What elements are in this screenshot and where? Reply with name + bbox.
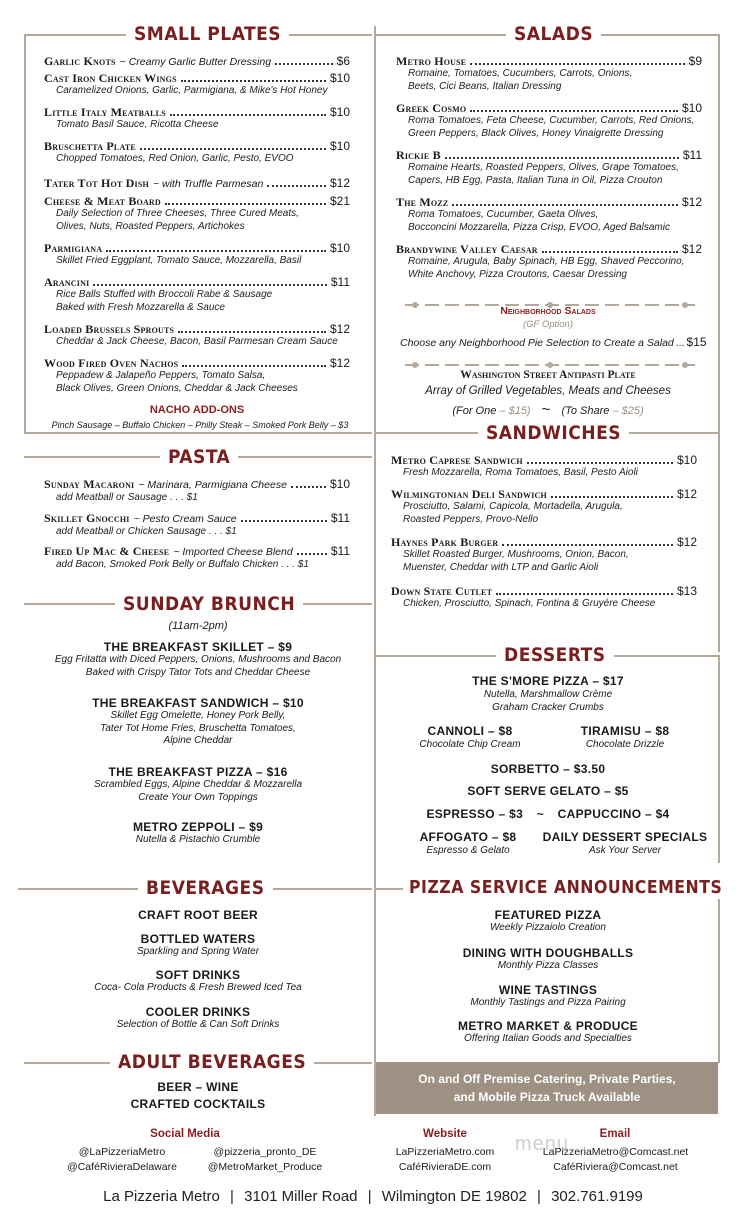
menu-item xyxy=(396,55,702,93)
menu-item-desc: Tomato Basil Sauce, Ricotta Cheese xyxy=(56,119,219,130)
menu-item-desc: Skillet Fried Eggplant, Tomato Sauce, Mozzarella, Basil xyxy=(56,255,302,266)
social-col-2 xyxy=(200,1145,330,1175)
menu-item-desc: Roma Tomatoes, Cucumber, Gaeta Olives, xyxy=(408,209,599,220)
menu-block-title: COOLER DRINKS xyxy=(145,1005,251,1019)
menu-block xyxy=(24,908,372,922)
catering-banner xyxy=(376,1062,718,1114)
neighborhood-salads-gf: (GF Option) xyxy=(523,319,573,330)
menu-block-desc: Egg Fritatta with Diced Peppers, Onions, Mushrooms and Bacon xyxy=(54,654,342,665)
menu-item-name: Arancini xyxy=(44,275,90,289)
menu-item-name: Loaded Brussels Sprouts xyxy=(44,322,175,336)
desserts-title: DESSERTS xyxy=(496,644,614,666)
social-handle-1[interactable]: @LaPizzeriaMetro xyxy=(78,1146,166,1158)
menu-block-desc: Offering Italian Goods and Specialties xyxy=(464,1033,632,1044)
menu-block xyxy=(380,1019,716,1046)
smore-title: THE S'MORE PIZZA – $17 xyxy=(472,674,624,688)
menu-item-name: Cheese & Meat Board xyxy=(44,194,161,208)
menu-item-desc: Capers, HB Egg, Pasta, Italian Tuna in Oil, Pizza Crouton xyxy=(408,174,663,186)
dot-leader xyxy=(267,185,326,187)
menu-item-row xyxy=(44,72,350,85)
menu-item-name: Skillet Gnocchi xyxy=(44,511,130,525)
dot-leader xyxy=(445,157,679,159)
menu-item xyxy=(391,585,697,611)
menu-item-name: Down State Cutlet xyxy=(391,584,493,598)
menu-item xyxy=(391,536,697,574)
menu-item-desc: Rice Balls Stuffed with Broccoli Rabe & Sausage xyxy=(56,289,273,300)
menu-item-price: $10 xyxy=(329,477,350,491)
dot-leader xyxy=(106,250,326,252)
dot-leader xyxy=(452,204,678,206)
menu-item-row xyxy=(44,242,350,255)
menu-block xyxy=(24,765,372,804)
menu-item-desc: Cheddar & Jack Cheese, Bacon, Basil Parmesan Cream Sauce xyxy=(56,336,338,347)
menu-item xyxy=(44,545,350,572)
divider-ornament-2 xyxy=(405,355,695,359)
menu-block-desc: Coca- Cola Products & Fresh Brewed Iced Tea xyxy=(94,982,302,993)
menu-block-title: BOTTLED WATERS xyxy=(140,932,256,946)
menu-item-row xyxy=(391,585,697,598)
menu-item-name: Sunday Macaroni xyxy=(44,477,135,491)
email-title: Email xyxy=(599,1128,631,1140)
dot-leader xyxy=(140,148,326,150)
menu-item-price: $10 xyxy=(681,101,702,115)
menu-block xyxy=(24,820,372,847)
menu-item xyxy=(391,454,697,480)
menu-item-price: $6 xyxy=(336,54,350,68)
menu-item-desc: Chicken, Prosciutto, Spinach, Fontina & Gruyére Cheese xyxy=(403,598,656,609)
menu-item-desc: Muenster, Cheddar with LTP and Garlic Aioli xyxy=(403,561,599,573)
menu-item-name: Rickie B xyxy=(396,148,441,162)
menu-item-desc: Prosciutto, Salami, Capicola, Mortadella, Arugula, xyxy=(403,501,623,512)
menu-item-price: $10 xyxy=(329,105,350,119)
menu-item-price: $12 xyxy=(329,176,350,190)
adult-beverages-line2: CRAFTED COCKTAILS xyxy=(130,1097,266,1111)
menu-item-desc: Fresh Mozzarella, Roma Tomatoes, Basil, Pesto Aioli xyxy=(403,467,638,478)
menu-item-desc: Romaine, Tomatoes, Cucumbers, Carrots, Onions, xyxy=(408,68,633,79)
email-col xyxy=(538,1145,693,1175)
menu-item-desc: Roma Tomatoes, Feta Cheese, Cucumber, Carrots, Red Onions, xyxy=(408,115,695,126)
social-handle-4[interactable]: @MetroMarket_Produce xyxy=(207,1161,323,1173)
menu-item-desc: Romaine, Arugula, Baby Spinach, HB Egg, Shaved Peccorino, xyxy=(408,256,685,267)
menu-item xyxy=(44,276,350,314)
menu-item-name: Wilmingtonian Deli Sandwich xyxy=(391,487,547,501)
menu-item xyxy=(396,196,702,234)
address-phone[interactable]: 302.761.9199 xyxy=(551,1188,643,1205)
menu-item xyxy=(44,177,350,191)
menu-item-price: $12 xyxy=(681,195,702,209)
social-handle-2[interactable]: @CaféRivieraDelaware xyxy=(67,1161,177,1173)
brunch-title: SUNDAY BRUNCH xyxy=(115,593,303,615)
website-link-1[interactable]: LaPizzeriaMetro.com xyxy=(395,1146,495,1158)
menu-item-row xyxy=(396,196,702,209)
address-city: Wilmington DE 19802 xyxy=(381,1188,527,1205)
menu-item-row xyxy=(44,140,350,153)
dot-leader xyxy=(178,331,326,333)
catering-line-1: On and Off Premise Catering, Private Parties, xyxy=(418,1072,676,1086)
menu-block xyxy=(24,932,372,959)
menu-block-title: SOFT DRINKS xyxy=(155,968,241,982)
sandwiches-title: SANDWICHES xyxy=(478,422,629,444)
menu-block xyxy=(24,1005,372,1032)
menu-item-sub: ~ Pesto Cream Sauce xyxy=(133,513,237,525)
menu-item xyxy=(44,323,350,349)
small-plates-title: SMALL PLATES xyxy=(126,23,289,45)
menu-item-price: $13 xyxy=(676,584,697,598)
website-link-2[interactable]: CaféRivieraDE.com xyxy=(398,1161,492,1173)
affogato-desc: Espresso & Gelato xyxy=(426,845,510,856)
dot-leader xyxy=(297,553,327,555)
menu-block-title: METRO ZEPPOLI – $9 xyxy=(132,820,264,834)
menu-block-desc: Create Your Own Toppings xyxy=(138,791,258,803)
website-title: Website xyxy=(423,1128,467,1140)
nacho-addons-title: NACHO ADD-ONS xyxy=(149,404,245,416)
dot-leader xyxy=(542,251,678,253)
menu-block xyxy=(24,696,372,748)
menu-block xyxy=(380,908,716,935)
menu-block-title: WINE TASTINGS xyxy=(498,983,598,997)
menu-item-sub: ~ Creamy Garlic Butter Dressing xyxy=(119,56,272,68)
menu-item-name: Greek Cosmo xyxy=(396,101,467,115)
menu-item-desc: Caramelized Onions, Garlic, Parmigiana, & Mike's Hot Honey xyxy=(56,85,328,96)
email-link-2[interactable]: CaféRiviera@Comcast.net xyxy=(553,1161,678,1173)
dot-leader xyxy=(527,462,673,464)
gelato: SOFT SERVE GELATO – $5 xyxy=(467,784,629,798)
menu-block-desc: Monthly Pizza Classes xyxy=(497,960,599,971)
cannoli-title: CANNOLI – $8 xyxy=(427,724,513,738)
antipasti-tilde: ~ xyxy=(541,401,551,418)
menu-block-desc: Selection of Bottle & Can Soft Drinks xyxy=(116,1019,280,1030)
adult-beverages-title: ADULT BEVERAGES xyxy=(110,1051,314,1073)
salads-title: SALADS xyxy=(506,23,601,45)
menu-block-title: CRAFT ROOT BEER xyxy=(138,908,258,922)
sorbetto: SORBETTO – $3.50 xyxy=(490,762,606,776)
menu-item-price: $10 xyxy=(676,453,697,467)
menu-item-price: $10 xyxy=(329,71,350,85)
nacho-addons-desc: Pinch Sausage – Buffalo Chicken – Philly Steak – Smoked Pork Belly – $3 xyxy=(51,420,349,430)
menu-item-name: Little Italy Meatballs xyxy=(44,105,166,119)
menu-item-desc: Skillet Roasted Burger, Mushrooms, Onion, Bacon, xyxy=(403,549,629,560)
menu-item xyxy=(396,149,702,187)
dot-leader xyxy=(182,365,326,367)
dot-leader xyxy=(181,80,326,82)
menu-block-desc: Alpine Cheddar xyxy=(163,735,233,746)
menu-item xyxy=(44,55,350,69)
menu-item xyxy=(396,243,702,281)
menu-item-sub: ~ Marinara, Parmigiana Cheese xyxy=(138,479,287,491)
social-col-1 xyxy=(62,1145,182,1175)
menu-item-desc: Beets, Cici Beans, Italian Dressing xyxy=(408,80,562,92)
menu-item-price: $9 xyxy=(688,54,702,68)
menu-item-desc: Black Olives, Green Onions, Cheddar & Jack Cheeses xyxy=(56,382,298,394)
cannoli-desc: Chocolate Chip Cream xyxy=(419,739,521,750)
menu-item-price: $11 xyxy=(330,511,350,525)
brunch-hours: (11am-2pm) xyxy=(168,620,228,632)
menu-item-desc: Chopped Tomatoes, Red Onion, Garlic, Pesto, EVOO xyxy=(56,153,294,164)
menu-item-price: $12 xyxy=(676,487,697,501)
menu-item-price: $21 xyxy=(329,194,350,208)
menu-block-title: FEATURED PIZZA xyxy=(494,908,602,922)
menu-item-desc: Olives, Nuts, Roasted Peppers, Artichokes xyxy=(56,220,245,232)
social-title: Social Media xyxy=(150,1128,220,1140)
pasta-title: PASTA xyxy=(160,446,238,468)
menu-block-title: THE BREAKFAST SKILLET – $9 xyxy=(103,640,293,654)
menu-item-row xyxy=(44,177,350,191)
menu-item-desc: Romaine Hearts, Roasted Peppers, Olives, Grape Tomatoes, xyxy=(408,162,679,173)
antipasti-prices xyxy=(380,401,716,418)
menu-block xyxy=(24,640,372,679)
antipasti-share-label: (To Share xyxy=(561,405,610,417)
espresso-tilde: ~ xyxy=(536,807,545,821)
dot-leader xyxy=(502,544,673,546)
dot-leader xyxy=(496,593,673,595)
menu-item xyxy=(44,106,350,132)
menu-item-desc: Baked with Fresh Mozzarella & Sauce xyxy=(56,301,225,313)
address-bar: La Pizzeria Metro | 3101 Miller Road | Wilmington DE 19802 | 302.761.9199 xyxy=(103,1188,643,1205)
cappuccino: CAPPUCCINO – $4 xyxy=(557,807,670,821)
menu-item-sub: ~ with Truffle Parmesan xyxy=(152,178,264,190)
email-link-1[interactable]: LaPizzeriaMetro@Comcast.net xyxy=(542,1146,689,1158)
menu-block-desc: Skillet Egg Omelette, Honey Pork Belly, xyxy=(110,710,286,721)
menu-item-name: Tater Tot Hot Dish xyxy=(44,176,149,190)
tiramisu-desc: Chocolate Drizzle xyxy=(585,739,665,750)
dot-leader xyxy=(275,63,333,65)
menu-item xyxy=(44,195,350,233)
menu-item xyxy=(44,72,350,98)
menu-item-row xyxy=(44,357,350,370)
menu-item xyxy=(44,242,350,268)
menu-item-row xyxy=(396,102,702,115)
menu-block-title: THE BREAKFAST SANDWICH – $10 xyxy=(92,696,304,710)
menu-item-name: Parmigiana xyxy=(44,241,103,255)
catering-line-2: and Mobile Pizza Truck Available xyxy=(453,1090,641,1104)
menu-item-name: Brandywine Valley Caesar xyxy=(396,242,538,256)
menu-block-title: THE BREAKFAST PIZZA – $16 xyxy=(108,765,288,779)
menu-item xyxy=(44,357,350,395)
menu-item-name: Fired Up Mac & Cheese xyxy=(44,544,170,558)
menu-item xyxy=(391,488,697,526)
antipasti-one-price: – $15) xyxy=(499,405,531,417)
menu-item-desc: Bocconcini Mozzarella, Pizza Crisp, EVOO, Aged Balsamic xyxy=(408,221,670,233)
menu-item xyxy=(396,102,702,140)
menu-item-desc: Peppadew & Jalapeño Peppers, Tomato Salsa, xyxy=(56,370,266,381)
menu-item-row xyxy=(44,545,350,559)
antipasti-one-label: (For One xyxy=(452,405,497,417)
menu-item-row xyxy=(44,276,350,289)
menu-item-price: $12 xyxy=(329,322,350,336)
menu-item-price: $12 xyxy=(676,535,697,549)
espresso-row xyxy=(380,807,716,821)
smore-desc-2: Graham Cracker Crumbs xyxy=(492,702,604,713)
adult-beverages-line1: BEER – WINE xyxy=(157,1080,239,1094)
menu-item xyxy=(44,512,350,539)
neighborhood-salads-row: Choose any Neighborhood Pie Selection to Create a Salad ... $15 xyxy=(400,335,707,349)
menu-item-name: Metro Caprese Sandwich xyxy=(391,453,523,467)
menu-item xyxy=(44,478,350,505)
menu-block-desc: Scrambled Eggs, Alpine Cheddar & Mozzarella xyxy=(93,779,303,790)
menu-block-desc: Nutella & Pistachio Crumble xyxy=(135,834,261,845)
antipasti-title: Washington Street Antipasti Plate xyxy=(460,369,636,381)
menu-item-desc: Roasted Peppers, Provo-Nello xyxy=(403,513,539,525)
dot-leader xyxy=(170,114,326,116)
dot-leader xyxy=(93,284,326,286)
menu-item-price: $12 xyxy=(329,356,350,370)
menu-item-name: The Mozz xyxy=(396,195,449,209)
menu-item-price: $10 xyxy=(329,139,350,153)
menu-item-row xyxy=(396,149,702,162)
dot-leader xyxy=(241,520,327,522)
announcements-title: PIZZA SERVICE ANNOUNCEMENTS xyxy=(403,877,728,899)
menu-item-desc: Green Peppers, Black Olives, Honey Vinaigrette Dressing xyxy=(408,127,664,139)
menu-item-name: Wood Fired Oven Nachos xyxy=(44,356,179,370)
menu-item-name: Metro House xyxy=(396,54,467,68)
menu-block-title: METRO MARKET & PRODUCE xyxy=(458,1019,638,1033)
menu-item xyxy=(44,140,350,166)
menu-block-desc: Baked with Crispy Tator Tots and Cheddar Cheese xyxy=(85,666,311,678)
neighborhood-salads-desc: Choose any Neighborhood Pie Selection to Create a Salad xyxy=(400,337,674,349)
menu-block xyxy=(380,983,716,1010)
menu-block-desc: Tater Tot Home Fries, Bruschetta Tomatoes, xyxy=(100,722,296,734)
menu-item-name: Haynes Park Burger xyxy=(391,535,499,549)
menu-block-desc: Sparkling and Spring Water xyxy=(136,946,260,957)
dot-leader xyxy=(470,110,678,112)
website-col xyxy=(386,1145,504,1175)
menu-item-row xyxy=(44,55,350,69)
beverages-title: BEVERAGES xyxy=(138,877,273,899)
menu-item-price: $11 xyxy=(330,544,350,558)
menu-item-desc: White Anchovy, Pizza Croutons, Caesar Dressing xyxy=(408,268,627,280)
menu-item-name: Bruschetta Plate xyxy=(44,139,136,153)
menu-block-title: DINING WITH DOUGHBALLS xyxy=(462,946,634,960)
menu-item-row xyxy=(396,243,702,256)
specials-desc: Ask Your Server xyxy=(588,845,662,856)
menu-block xyxy=(380,946,716,973)
menu-block xyxy=(24,968,372,995)
watermark: menu xyxy=(515,1133,570,1155)
menu-item-row xyxy=(44,512,350,526)
menu-item-row xyxy=(391,536,697,549)
menu-block-desc: Monthly Tastings and Pizza Pairing xyxy=(470,997,626,1008)
menu-item-price: $12 xyxy=(681,242,702,256)
antipasti-share-price: – $25) xyxy=(612,405,644,417)
affogato-title: AFFOGATO – $8 xyxy=(419,830,517,844)
menu-item-price: $11 xyxy=(330,275,350,289)
address-name: La Pizzeria Metro xyxy=(103,1188,220,1205)
dot-leader xyxy=(551,496,673,498)
divider-ornament xyxy=(405,295,695,299)
address-street: 3101 Miller Road xyxy=(244,1188,358,1205)
menu-item-row xyxy=(396,55,702,68)
menu-item-name: Cast Iron Chicken Wings xyxy=(44,71,177,85)
specials-title: DAILY DESSERT SPECIALS xyxy=(542,830,708,844)
smore-desc-1: Nutella, Marshmallow Crème xyxy=(483,689,613,700)
neighborhood-salads-price: $15 xyxy=(686,335,707,349)
menu-item-row xyxy=(44,323,350,336)
menu-item-sub: ~ Imported Cheese Blend xyxy=(173,546,293,558)
dot-leader xyxy=(291,486,326,488)
dot-leader xyxy=(165,203,326,205)
dot-leader xyxy=(470,63,684,65)
menu-item-row xyxy=(44,478,350,492)
menu-item-name: Garlic Knots xyxy=(44,54,116,68)
neighborhood-salads-title: Neighborhood Salads xyxy=(500,305,596,317)
antipasti-desc: Array of Grilled Vegetables, Meats and Cheeses xyxy=(425,385,671,397)
menu-item-desc: add Meatball or Chicken Sausage . . . $1 xyxy=(56,526,237,537)
menu-item-row xyxy=(44,195,350,208)
espresso: ESPRESSO – $3 xyxy=(426,807,524,821)
menu-item-row xyxy=(391,454,697,467)
social-handle-3[interactable]: @pizzeria_pronto_DE xyxy=(213,1146,317,1158)
tiramisu-title: TIRAMISU – $8 xyxy=(580,724,670,738)
menu-item-row xyxy=(44,106,350,119)
menu-item-desc: add Bacon, Smoked Pork Belly or Buffalo Chicken . . . $1 xyxy=(56,559,309,570)
menu-item-row xyxy=(391,488,697,501)
menu-block-desc: Weekly Pizzaiolo Creation xyxy=(490,922,606,933)
menu-item-price: $10 xyxy=(329,241,350,255)
menu-item-price: $11 xyxy=(682,148,702,162)
menu-item-desc: add Meatball or Sausage . . . $1 xyxy=(56,492,198,503)
menu-item-desc: Daily Selection of Three Cheeses, Three Cured Meats, xyxy=(56,208,299,219)
